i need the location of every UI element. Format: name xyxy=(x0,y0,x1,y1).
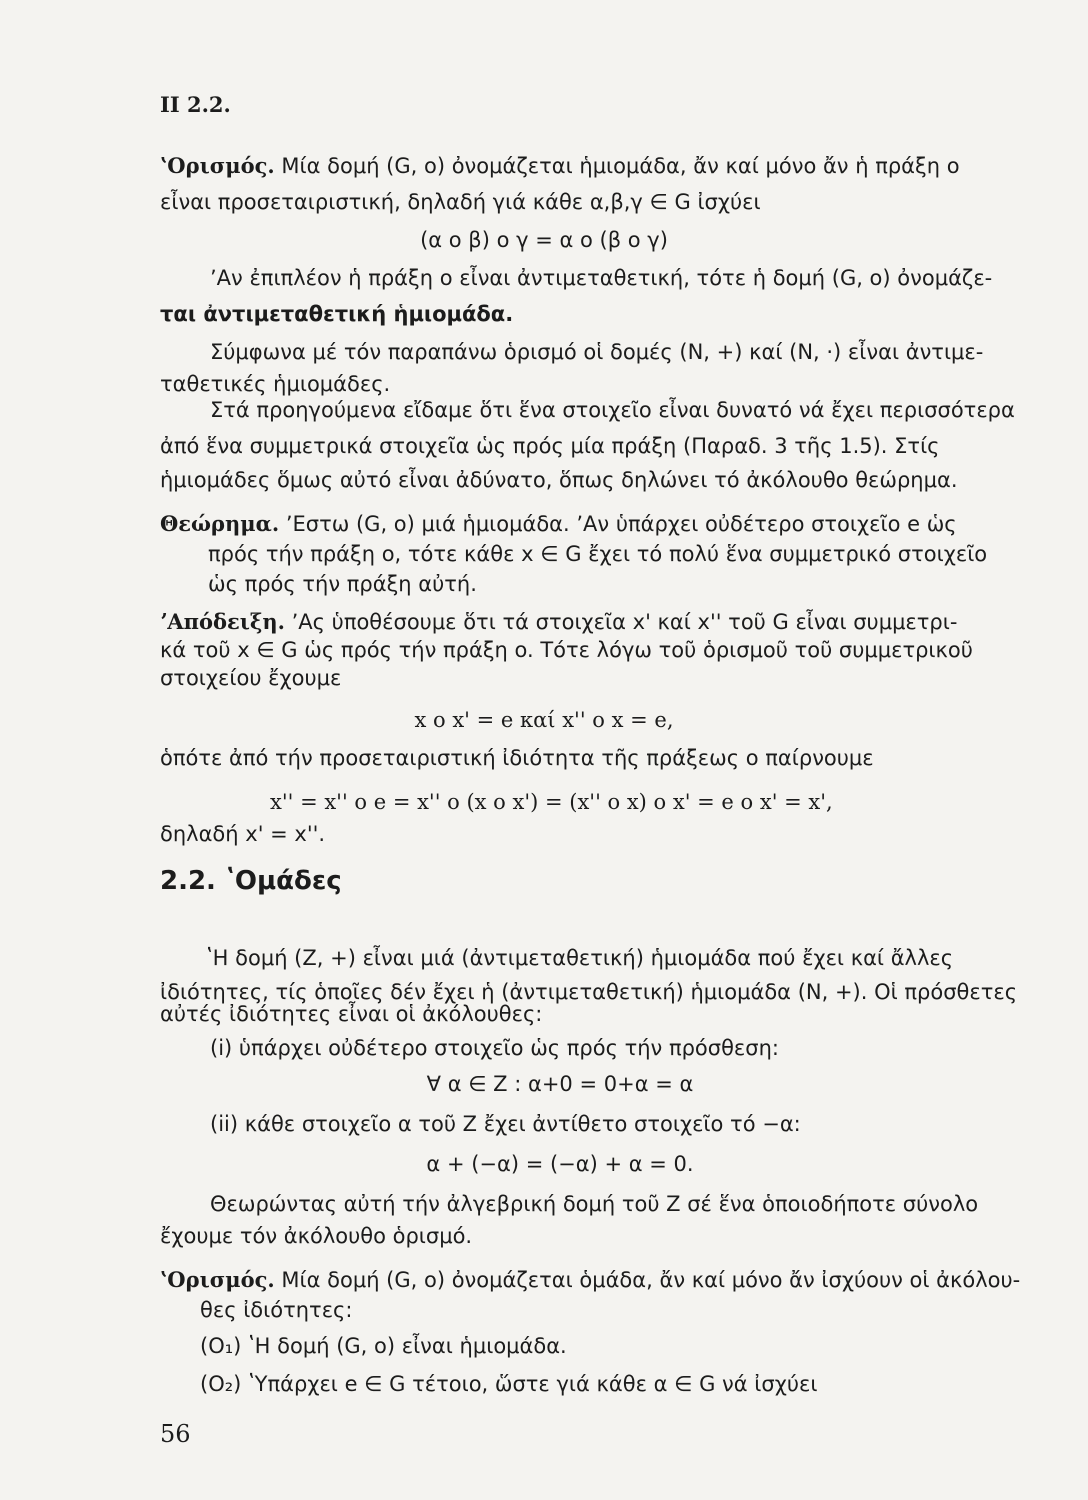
proof-line-5: ὁπότε ἀπό τήν προσεταιριστική ἰδιότητα τῆς πράξεως o παίρνουμε xyxy=(160,746,874,770)
examples-line-2: ταθετικές ἡμιομάδες. xyxy=(160,372,391,396)
examples-line-5: ἡμιομάδες ὅμως αὐτό εἶναι ἀδύνατο, ὅπως δηλώνει τό ἀκόλουθο θεώρημα. xyxy=(160,468,958,492)
definition2-title: ʽΟρισμός. xyxy=(160,1267,275,1292)
identity-equation: ∀ α ∈ Z : α+0 = 0+α = α xyxy=(426,1072,694,1096)
proof-line-7: δηλαδή x' = x''. xyxy=(160,822,326,846)
property-ii: (ii) κάθε στοιχεῖο α τοῦ Z ἔχει ἀντίθετο στοιχεῖο τό −α: xyxy=(210,1112,801,1136)
theorem-line-2: πρός τήν πράξη o, τότε κάθε x ∈ G ἔχει τό πολύ ἕνα συμμετρικό στοιχεῖο xyxy=(208,542,988,566)
theorem-line-1-text: ʼΕστω (G, o) μιά ἡμιομάδα. ʼΑν ὑπάρχει οὐδέτερο στοιχεῖο e ὡς xyxy=(285,512,957,536)
definition2-line-1-text: Μία δομή (G, o) ὀνομάζεται ὁμάδα, ἄν καί μόνο ἄν ἰσχύουν οἱ ἀκόλου- xyxy=(281,1268,1021,1292)
definition2-line-2: θες ἰδιότητες: xyxy=(200,1298,353,1322)
inverse-equations: x o x' = e καί x'' o x = e, xyxy=(414,708,674,732)
proof-line-3: στοιχείου ἔχουμε xyxy=(160,666,342,690)
definition2-line-1 xyxy=(160,1266,1020,1294)
theorem-line-1 xyxy=(160,510,957,538)
groups-intro-line-1: ʽΗ δομή (Z, +) εἶναι μιά (ἀντιμεταθετική) ἡμιομάδα πού ἔχει καί ἄλλες xyxy=(206,946,954,970)
section-heading: 2.2. ʽΟμάδες xyxy=(160,866,342,896)
uniqueness-equation: x'' = x'' o e = x'' o (x o x') = (x'' o x) o x' = e o x' = x', xyxy=(270,790,833,814)
definition1-line-5: ται ἀντιμεταθετική ἡμιομάδα. xyxy=(160,302,514,326)
theorem-line-3: ὡς πρός τήν πράξη αὐτή. xyxy=(208,572,477,596)
theorem-title: Θεώρημα. xyxy=(160,511,280,536)
proof-title: ʼΑπόδειξη. xyxy=(160,609,285,634)
groups-intro-line-9: ἔχουμε τόν ἀκόλουθο ὁρισμό. xyxy=(160,1224,473,1248)
groups-intro-line-2: ἰδιότητες, τίς ὁποῖες δέν ἔχει ἡ (ἀντιμεταθετική) ἡμιομάδα (N, +). Οἱ πρόσθετες xyxy=(160,980,1018,1004)
definition1-line-1-text: Μία δομή (G, o) ὀνομάζεται ἡμιομάδα, ἄν καί μόνο ἄν ἡ πράξη o xyxy=(281,154,960,178)
definition1-line-1 xyxy=(160,152,960,180)
definition1-title: ʽΟρισμός. xyxy=(160,153,275,178)
definition1-line-2: εἶναι προσεταιριστική, δηλαδή γιά κάθε α,β,γ ∈ G ἰσχύει xyxy=(160,190,761,214)
associativity-equation: (α o β) o γ = α o (β o γ) xyxy=(420,228,668,252)
proof-line-1 xyxy=(160,608,957,636)
proof-line-1-text: ʼΑς ὑποθέσουμε ὅτι τά στοιχεῖα x' καί x'' τοῦ G εἶναι συμμετρι- xyxy=(291,610,958,634)
axiom-o2: (O₂) ʽΥπάρχει e ∈ G τέτοιο, ὥστε γιά κάθε α ∈ G νά ἰσχύει xyxy=(200,1372,818,1396)
proof-line-2: κά τοῦ x ∈ G ὡς πρός τήν πράξη o. Τότε λόγω τοῦ ὁρισμοῦ τοῦ συμμετρικοῦ xyxy=(160,638,973,662)
examples-line-4: ἀπό ἕνα συμμετρικά στοιχεῖα ὡς πρός μία πράξη (Παραδ. 3 τῆς 1.5). Στίς xyxy=(160,434,940,458)
groups-intro-line-3: αὐτές ἰδιότητες εἶναι οἱ ἀκόλουθες: xyxy=(160,1002,543,1026)
property-i: (i) ὑπάρχει οὐδέτερο στοιχεῖο ὡς πρός τήν πρόσθεση: xyxy=(210,1036,779,1060)
page-number: 56 xyxy=(160,1420,191,1448)
definition1-line-4: ʼΑν ἐπιπλέον ἡ πράξη o εἶναι ἀντιμεταθετική, τότε ἡ δομή (G, o) ὀνομάζε- xyxy=(210,266,993,290)
examples-line-1: Σύμφωνα μέ τόν παραπάνω ὁρισμό οἱ δομές (N, +) καί (N, ·) εἶναι ἀντιμε- xyxy=(210,340,984,364)
groups-intro-line-8: Θεωρώντας αὐτή τήν ἀλγεβρική δομή τοῦ Z σέ ἕνα ὁποιοδήποτε σύνολο xyxy=(210,1192,979,1216)
examples-line-3: Στά προηγούμενα εἴδαμε ὅτι ἕνα στοιχεῖο εἶναι δυνατό νά ἔχει περισσότερα xyxy=(210,398,1015,422)
section-label: II 2.2. xyxy=(160,92,231,117)
opposite-equation: α + (−α) = (−α) + α = 0. xyxy=(426,1152,694,1176)
axiom-o1: (O₁) ʽΗ δομή (G, o) εἶναι ἡμιομάδα. xyxy=(200,1334,567,1358)
